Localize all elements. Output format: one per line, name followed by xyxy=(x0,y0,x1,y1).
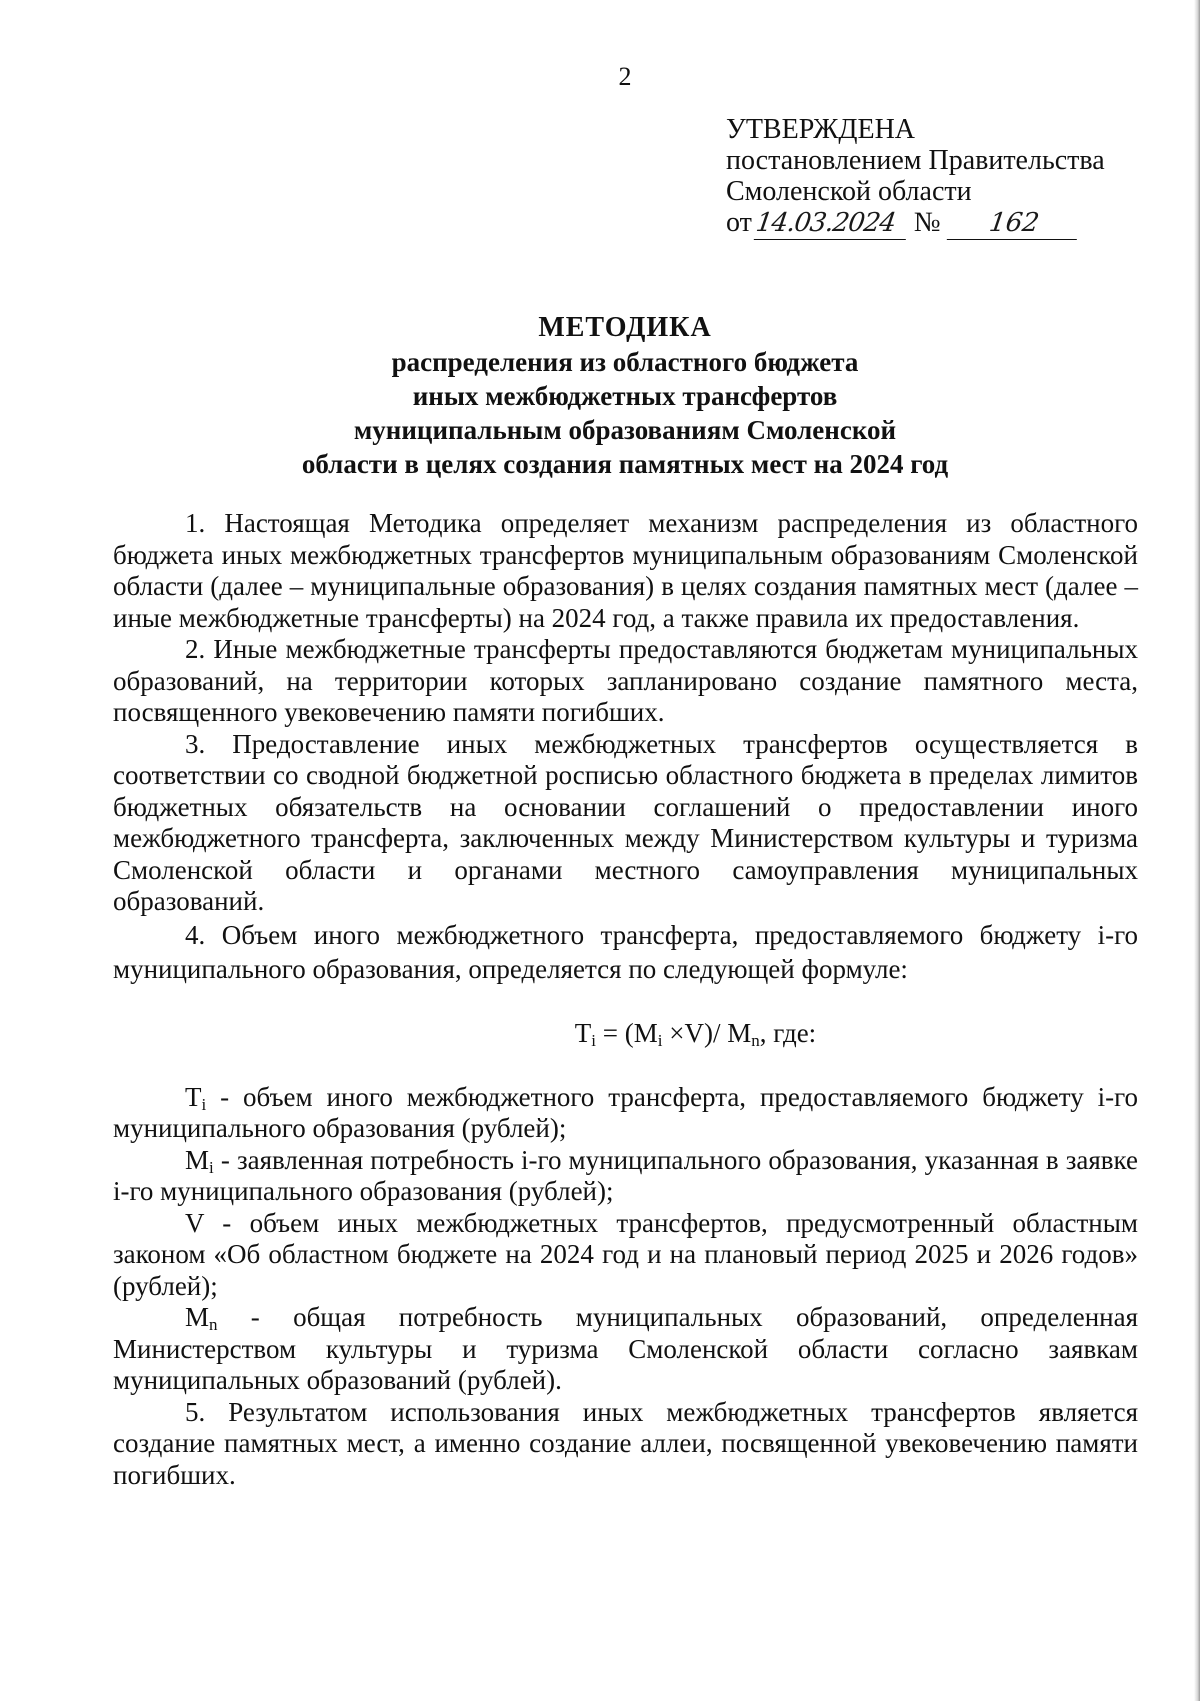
formula-times-v: ×V)/ M xyxy=(662,1017,752,1048)
approval-from-label: от xyxy=(726,207,752,238)
paragraph-2: 2. Иные межбюджетные трансферты предоставляются бюджетам муниципальных образований, на территории которых запланировано создание памятного места, посвященного увековечению памяти погибших. xyxy=(113,634,1138,727)
approval-line-1: постановлением Правительства xyxy=(726,145,1105,176)
definition-mn xyxy=(113,1302,1138,1397)
scan-edge-shadow xyxy=(1194,0,1200,1701)
formula-mn-subscript: n xyxy=(751,1030,760,1050)
approval-line-2: Смоленской области xyxy=(726,176,972,207)
definition-mi-symbol: M xyxy=(185,1144,210,1175)
definition-ti-symbol: T xyxy=(185,1081,202,1112)
definition-mn-symbol: M xyxy=(185,1302,210,1332)
formula-t-subscript: i xyxy=(591,1030,597,1050)
page-number: 2 xyxy=(618,62,632,91)
document-title: МЕТОДИКА xyxy=(538,312,712,343)
paragraph-1: 1. Настоящая Методика определяет механизм распределения из областного бюджета иных межбюджетных трансфертов муниципальным образованиям Смоленской области (далее – муниципальные образования) в целях создания памятных мест (далее – иные межбюджетные трансферты) на 2024 год, а также правила их предоставления. xyxy=(113,508,1138,633)
definition-mi-subscript: i xyxy=(209,1157,214,1177)
document-subtitle-line-3: муниципальным образованиям Смоленской xyxy=(353,415,897,445)
approval-date-number-line xyxy=(726,207,1166,240)
definition-ti-subscript: i xyxy=(201,1094,207,1114)
document-title-block xyxy=(0,310,1200,481)
definition-mn-subscript: n xyxy=(209,1315,218,1334)
definition-mn-text: - общая потребность муниципальных образований, определенная Министерством культуры и туризма Смоленской области согласно заявкам муниципальных образований (рублей). xyxy=(113,1302,1138,1395)
formula-mi-subscript: i xyxy=(657,1030,663,1050)
definition-v: V - объем иных межбюджетных трансфертов, предусмотренный областным законом «Об областном бюджете на 2024 год и на плановый период 2025 и 2026 годов» (рублей); xyxy=(113,1207,1138,1301)
paragraph-3: 3. Предоставление иных межбюджетных трансфертов осуществляется в соответствии со сводной бюджетной росписью областного бюджета в пределах лимитов бюджетных обязательств на основании соглашений о предоставлении иного межбюджетного трансферта, заключенных между Министерством культуры и туризма Смоленской области и органами местного самоуправления муниципальных образований. xyxy=(113,728,1138,916)
paragraph-5: 5. Результатом использования иных межбюджетных трансфертов является создание памятных мест, а именно создание аллеи, посвященной увековечению памяти погибших. xyxy=(113,1396,1138,1490)
document-subtitle-line-2: иных межбюджетных трансфертов xyxy=(412,381,838,411)
handwritten-date: 14.03.2024 xyxy=(754,208,910,240)
paragraph-4: 4. Объем иного межбюджетного трансферта, предоставляемого бюджету i-го муниципального образования, определяется по следующей формуле: xyxy=(113,919,1138,984)
document-subtitle-line-4: области в целях создания памятных мест на 2024 год xyxy=(301,449,949,479)
document-subtitle-line-1: распределения из областного бюджета xyxy=(391,347,859,377)
approval-heading: УТВЕРЖДЕНА xyxy=(726,114,916,145)
definition-mi xyxy=(113,1145,1138,1208)
definition-mi-text: - заявленная потребность i-го муниципального образования, указанная в заявке i-го муниципального образования (рублей); xyxy=(113,1144,1138,1206)
formula xyxy=(113,1016,1138,1050)
formula-t: T xyxy=(574,1017,592,1048)
handwritten-number: 162 xyxy=(946,208,1080,240)
document-body xyxy=(113,508,1138,1491)
approval-number-label: № xyxy=(913,207,941,238)
formula-tail: , где: xyxy=(759,1017,817,1048)
definition-ti-text: - объем иного межбюджетного трансферта, предоставляемого бюджету i-го муниципального образования (рублей); xyxy=(113,1081,1138,1143)
approval-stamp-block xyxy=(726,114,1166,240)
definition-ti xyxy=(113,1082,1138,1145)
formula-eq-open: = (M xyxy=(596,1017,658,1048)
